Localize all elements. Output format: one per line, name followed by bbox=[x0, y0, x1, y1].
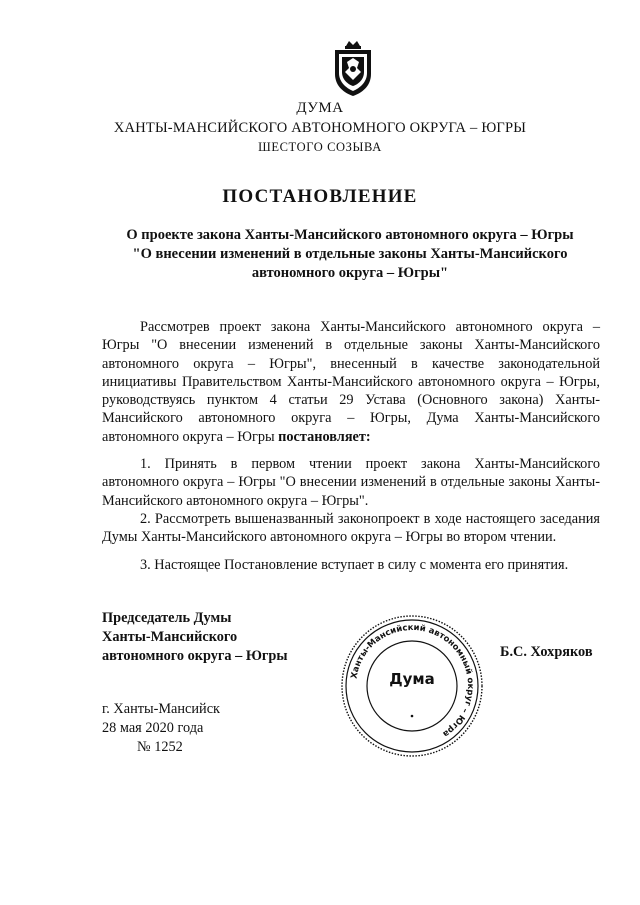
subject-line: автономного округа – Югры" bbox=[251, 265, 449, 281]
signatory-position bbox=[102, 609, 288, 666]
org-convocation: ШЕСТОГО СОЗЫВА bbox=[258, 140, 382, 154]
position-line: автономного округа – Югры bbox=[102, 648, 288, 664]
resolves-keyword: постановляет: bbox=[278, 428, 371, 445]
document-title: ПОСТАНОВЛЕНИЕ bbox=[222, 186, 418, 207]
resolution-item-2: 2. Рассмотреть вышеназванный законопроект в ходе настоящего заседания Думы Ханты-Мансийского автономного округа – Югры во втором чтении. bbox=[102, 511, 600, 546]
subject-line: "О внесении изменений в отдельные законы Ханты-Мансийского bbox=[132, 246, 568, 262]
document-number: № 1252 bbox=[137, 739, 183, 755]
org-name-line2: ХАНТЫ-МАНСИЙСКОГО АВТОНОМНОГО ОКРУГА – ЮГРЫ bbox=[113, 120, 527, 136]
issue-date: 28 мая 2020 года bbox=[102, 720, 204, 736]
position-line: Председатель Думы bbox=[102, 610, 232, 626]
resolution-item-1: 1. Принять в первом чтении проект закона Ханты-Мансийского автономного округа – Югры "О внесении изменений в отдельные законы Ханты-Мансийского автономного округа – Югры". bbox=[102, 456, 600, 509]
org-name-line1: ДУМА bbox=[296, 100, 344, 116]
coat-of-arms-emblem bbox=[331, 40, 375, 98]
position-line: Ханты-Мансийского bbox=[102, 629, 238, 645]
signatory-name: Б.С. Хохряков bbox=[500, 644, 593, 660]
preamble-text: Рассмотрев проект закона Ханты-Мансийского автономного округа – Югры "О внесении изменений в отдельные законы Ханты-Мансийского автономного округа – Югры", внесенный в качестве законодательной инициативы Правительством Ханты-Мансийского автономного округа – Югры, руководствуясь пунктом 4 статьи 29 Устава (Основного закона) Ханты-Мансийского автономного округа – Югры, Дума Ханты-Мансийского автономного округа – Югры bbox=[102, 319, 600, 445]
document-subject bbox=[100, 226, 600, 283]
subject-line: О проекте закона Ханты-Мансийского автономного округа – Югры bbox=[126, 227, 574, 243]
official-stamp bbox=[338, 612, 486, 760]
issue-city: г. Ханты-Мансийск bbox=[102, 701, 220, 717]
stamp-center-text: Дума bbox=[389, 670, 435, 688]
stamp-ring-text: Ханты-Мансийский автономный округ – Югра bbox=[349, 622, 476, 739]
resolution-item-3: 3. Настоящее Постановление вступает в силу с момента его принятия. bbox=[140, 557, 569, 573]
preamble-paragraph bbox=[102, 318, 600, 446]
